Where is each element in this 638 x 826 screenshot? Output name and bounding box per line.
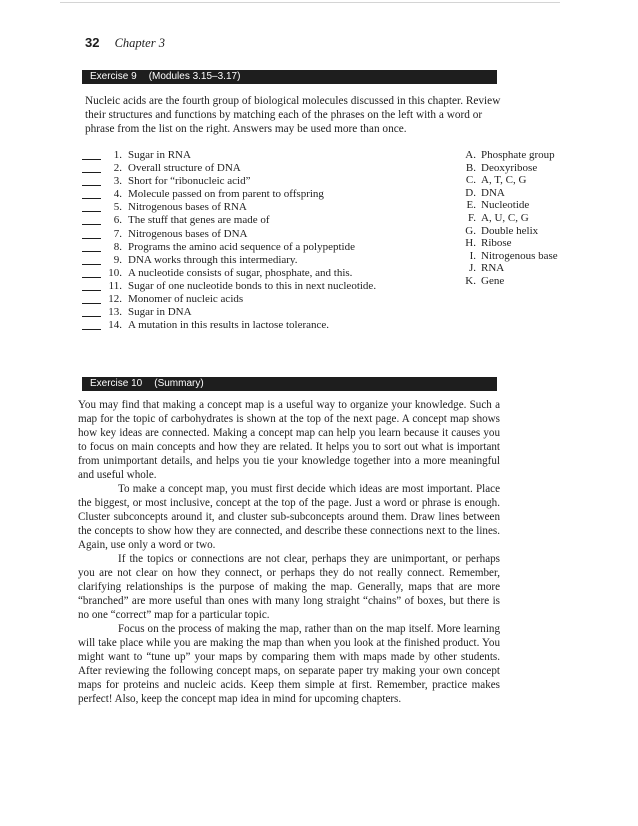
question-number: 1. (113, 149, 122, 161)
question-item (82, 149, 412, 162)
question-number: 5. (113, 201, 122, 214)
answer-blank[interactable] (82, 149, 101, 160)
question-item (82, 175, 412, 188)
paragraph: To make a concept map, you must first decide which ideas are most important. Place the biggest, or most inclusive, concept at the top of the page. Just a word or phrase is enough. Cluster subconcepts around it, and cluster sub-subconcepts around them. Draw lines between the concepts to show how they are connected, and describe these connections next to the lines. Again, use only a word or two. (78, 483, 500, 551)
question-number: 12. (108, 293, 122, 306)
answer-option (456, 237, 576, 250)
question-item (82, 319, 412, 332)
question-text: Short for “ribonucleic acid” (128, 175, 251, 188)
question-item (82, 162, 412, 175)
answer-text: A, T, C, G (481, 174, 527, 187)
question-text: Programs the amino acid sequence of a polypeptide (128, 240, 355, 253)
answer-text: Double helix (481, 224, 539, 237)
answer-letter: D. (465, 186, 476, 199)
answer-blank[interactable] (82, 228, 101, 239)
chapter-label: Chapter 3 (114, 36, 165, 50)
answer-blank[interactable] (82, 267, 101, 278)
answer-letter: B. (465, 161, 476, 174)
question-number: 3. (113, 175, 122, 188)
answer-option (456, 162, 576, 175)
question-text: Sugar in DNA (128, 306, 192, 319)
answer-letter: G. (465, 224, 476, 237)
question-number: 4. (113, 188, 122, 201)
answer-blank[interactable] (82, 254, 101, 265)
answer-option (456, 187, 576, 200)
question-item (82, 214, 412, 227)
answer-option (456, 199, 576, 212)
question-item (82, 293, 412, 306)
answer-blank[interactable] (82, 306, 101, 317)
exercise-10-modules: (Summary) (154, 378, 204, 389)
answer-letter: A. (465, 149, 476, 161)
question-item (82, 254, 412, 267)
top-rule (60, 2, 560, 3)
question-item (82, 241, 412, 254)
paragraph: Focus on the process of making the map, rather than on the map itself. More learning will take place while you are making the map than when you look at the finished product. You might want to “tune up” your maps by comparing them with maps made by other students. After reviewing the following concept maps, on separate paper try making your own concept maps for proteins and nucleic acids. Keep them simple at first. Remember, practice makes perfect! Also, keep the concept map idea in mind for upcoming chapters. (78, 623, 500, 705)
answer-option (456, 174, 576, 187)
answer-blank[interactable] (82, 241, 101, 252)
answer-text: Phosphate group (481, 149, 555, 161)
question-text: Sugar in RNA (128, 149, 191, 161)
answer-blank[interactable] (82, 201, 101, 212)
answer-option (456, 212, 576, 225)
answer-list (456, 149, 576, 288)
answer-text: Gene (481, 274, 505, 287)
question-text: The stuff that genes are made of (128, 214, 270, 227)
answer-text: Ribose (481, 237, 512, 250)
paragraph: You may find that making a concept map is a useful way to organize your knowledge. Such a map for the topic of carbohydrates is shown at the top of the next page. A concept map shows how key ideas are connected. Making a concept map can help you learn because it causes you to focus on main concepts and how they are related. It helps you to sort out what is important from unimportant details, and helps you tie your knowledge together into a more meaningful and useful whole. (78, 399, 500, 481)
question-text: Nitrogenous bases of DNA (128, 227, 248, 240)
question-item (82, 267, 412, 280)
question-text: Monomer of nucleic acids (128, 293, 244, 306)
answer-blank[interactable] (82, 175, 101, 186)
answer-text: A, U, C, G (481, 211, 529, 224)
answer-option (456, 250, 576, 263)
answer-letter: I. (469, 249, 476, 262)
answer-text: Nucleotide (481, 199, 530, 212)
answer-option (456, 149, 576, 162)
question-text: DNA works through this intermediary. (128, 253, 298, 266)
answer-blank[interactable] (82, 280, 101, 291)
question-number: 9. (113, 253, 122, 266)
question-number: 13. (108, 306, 122, 319)
question-text: Sugar of one nucleotide bonds to this in next nucleotide. (128, 279, 377, 292)
question-item (82, 228, 412, 241)
answer-blank[interactable] (82, 214, 101, 225)
exercise-9-intro: Nucleic acids are the fourth group of biological molecules discussed in this chapter. Review their structures and functions by matching each of the phrases on the left with a word or phrase from the list on the right. Answers may be used more than once. (85, 95, 501, 135)
exercise-9-modules: (Modules 3.15–3.17) (148, 71, 241, 82)
question-item (82, 306, 412, 319)
question-item (82, 201, 412, 214)
answer-blank[interactable] (82, 293, 101, 304)
page-header (85, 35, 165, 51)
question-number: 6. (113, 214, 122, 227)
paragraph: If the topics or connections are not clear, perhaps they are unimportant, or perhaps you are not clear on how they connect, or perhaps they do not really connect. Remember, clarifying relationships is the purpose of making the map. Generally, maps that are more “branched” are more useful than ones with many long straight “chains” of boxes, but there is no one “correct” map for a particular topic. (78, 553, 500, 621)
exercise-9-title: Exercise 9 (90, 71, 137, 82)
question-list (82, 149, 412, 332)
answer-option (456, 262, 576, 275)
answer-letter: J. (468, 262, 476, 275)
answer-text: DNA (481, 186, 505, 199)
answer-blank[interactable] (82, 319, 101, 330)
question-number: 14. (108, 319, 122, 332)
exercise-10-body (78, 398, 500, 706)
exercise-9-banner (82, 70, 497, 84)
question-number: 11. (108, 279, 122, 292)
question-number: 2. (113, 162, 122, 175)
answer-letter: K. (465, 274, 476, 287)
answer-blank[interactable] (82, 188, 101, 199)
answer-text: RNA (481, 262, 505, 275)
answer-blank[interactable] (82, 162, 101, 173)
question-item (82, 188, 412, 201)
answer-text: Nitrogenous base (481, 249, 558, 262)
question-text: A nucleotide consists of sugar, phosphate, and this. (128, 266, 353, 279)
question-text: Nitrogenous bases of RNA (128, 201, 247, 214)
question-text: Overall structure of DNA (128, 162, 241, 175)
answer-option (456, 275, 576, 288)
question-number: 8. (113, 240, 122, 253)
exercise-10-title: Exercise 10 (90, 378, 143, 389)
answer-letter: C. (465, 174, 476, 187)
question-item (82, 280, 412, 293)
answer-letter: H. (465, 237, 476, 250)
question-text: Molecule passed on from parent to offspring (128, 188, 324, 201)
question-number: 7. (113, 227, 122, 240)
answer-option (456, 225, 576, 238)
question-text: A mutation in this results in lactose tolerance. (128, 319, 330, 332)
answer-letter: E. (466, 199, 476, 212)
question-number: 10. (108, 266, 122, 279)
page-number: 32 (85, 35, 100, 50)
exercise-10-banner (82, 377, 497, 391)
answer-letter: F. (468, 211, 476, 224)
answer-text: Deoxyribose (481, 161, 538, 174)
